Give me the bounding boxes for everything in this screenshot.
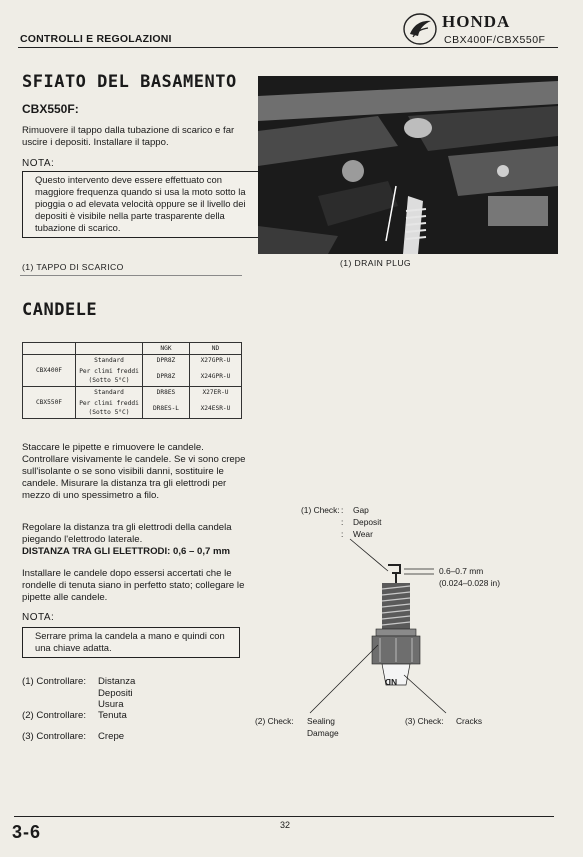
table-cell-nd: X24ESR-U (200, 404, 231, 412)
spark-plug-diagram (250, 535, 550, 745)
check-2-item: Tenuta (98, 710, 127, 721)
section-title: CONTROLLI E REGOLAZIONI (20, 33, 172, 45)
diagram-check-2-item: Sealing (307, 716, 335, 726)
table-cell-ngk: DR8ES (143, 387, 190, 399)
table-cell-ngk: DR8ES-L (143, 398, 190, 418)
table-row (23, 387, 241, 399)
nd-brand-mark: ND (385, 677, 398, 687)
table-cell-model: CBX400F (23, 355, 76, 387)
spark-plug-table (22, 342, 242, 419)
table-cell-condition: Per climi freddi (Sotto 5°C) (76, 366, 143, 387)
brand-name: HONDA (442, 12, 511, 31)
diagram-check-3-label: (3) Check: (405, 716, 444, 726)
drain-plug-caption-it: (1) TAPPO DI SCARICO (22, 262, 124, 272)
check-1-item: Depositi (98, 688, 133, 699)
table-header-ngk: NGK (143, 343, 190, 355)
drain-plug-photo (258, 76, 558, 254)
diagram-colon: : (341, 505, 344, 515)
diagram-check-3-item: Cracks (456, 716, 483, 726)
table-header-condition (76, 343, 143, 355)
spark-note-label: NOTA: (22, 612, 55, 623)
check-3-item: Crepe (98, 731, 125, 742)
table-cell-condition: Standard (76, 355, 143, 367)
breather-text: Rimuovere il tappo dalla tubazione di scarico e far uscire i depositi. Installare il tappo. (22, 125, 235, 148)
diagram-check-1-item: Gap (353, 505, 369, 515)
table-cell-nd: X27ER-U (189, 387, 241, 399)
table-cell-nd: X27GPR-U (189, 355, 241, 367)
breather-note-label: NOTA: (22, 158, 55, 169)
spark-plug-para-2: Regolare la distanza tra gli elettrodi della candela piegando l'elettrodo laterale. (22, 522, 232, 545)
breather-note: Questo intervento deve essere effettuato con maggiore frequenza quando si usa la moto sotto la pioggia o ad elevata velocità oppure se il livello dei depositi è visibile nella parte trasparente della tubazione di scarico. (22, 171, 260, 238)
check-1-item: Usura (98, 699, 124, 710)
diagram-check-2-label: (2) Check: (255, 716, 294, 726)
spark-note: Serrare prima la candela a mano e quindi con una chiave adatta. (22, 627, 240, 658)
section-divider (20, 275, 242, 276)
spark-plug-heading: CANDELE (22, 300, 98, 320)
electrode-gap-spec: DISTANZA TRA GLI ELETTRODI: 0,6 – 0,7 mm (22, 546, 231, 557)
table-cell-condition: Per climi freddi (Sotto 5°C) (76, 398, 143, 418)
spark-plug-para-3: Installare le candele dopo essersi accertati che le rondelle di tenuta siano in perfetto stato; collegare le pipette alle candele. (22, 568, 245, 603)
diagram-check-1-item: Deposit (353, 517, 382, 527)
table-header-nd: ND (211, 345, 220, 352)
table-cell-ngk: DPR8Z (143, 355, 190, 367)
header-rule (18, 47, 558, 48)
breather-heading: SFIATO DEL BASAMENTO (22, 72, 237, 92)
diagram-check-1-label: (1) Check: (301, 505, 340, 515)
check-3-label-it: (3) Controllare: (22, 731, 86, 742)
model-names: CBX400F/CBX550F (444, 34, 546, 46)
table-cell-ngk: DPR8Z (143, 366, 190, 387)
breather-model: CBX550F: (22, 102, 79, 116)
honda-wing-logo-icon (402, 12, 438, 46)
diagram-check-1-item: Wear (353, 529, 373, 539)
table-cell-model: CBX550F (23, 387, 76, 419)
center-page-number: 32 (280, 820, 291, 830)
gap-mm: 0.6–0.7 mm (439, 566, 484, 576)
drain-plug-caption-en: (1) DRAIN PLUG (340, 258, 412, 268)
spark-plug-para-1: Staccare le pipette e rimuovere le candele. Controllare visivamente le candele. Se vi sono crepe sull'isolante o se sono visibili danni, sostituire le candele. Misurare la distanza tra gli elettrodi per mezzo di uno spessimetro a filo. (22, 442, 246, 501)
check-2-label-it: (2) Controllare: (22, 710, 86, 721)
page-number: 3-6 (12, 822, 42, 842)
diagram-check-2-item: Damage (307, 728, 339, 738)
diagram-colon: : (341, 529, 344, 539)
table-row (23, 355, 241, 367)
diagram-colon: : (341, 517, 344, 527)
check-1-label-it: (1) Controllare: (22, 676, 86, 687)
table-header-model (23, 343, 76, 355)
gap-inch: (0.024–0.028 in) (439, 578, 500, 588)
table-cell-condition: Standard (76, 387, 143, 399)
footer-rule (14, 816, 554, 817)
engine-photo-illustration (258, 76, 558, 254)
table-cell-nd: X24GPR-U (200, 372, 231, 380)
check-1-item: Distanza (98, 676, 136, 687)
